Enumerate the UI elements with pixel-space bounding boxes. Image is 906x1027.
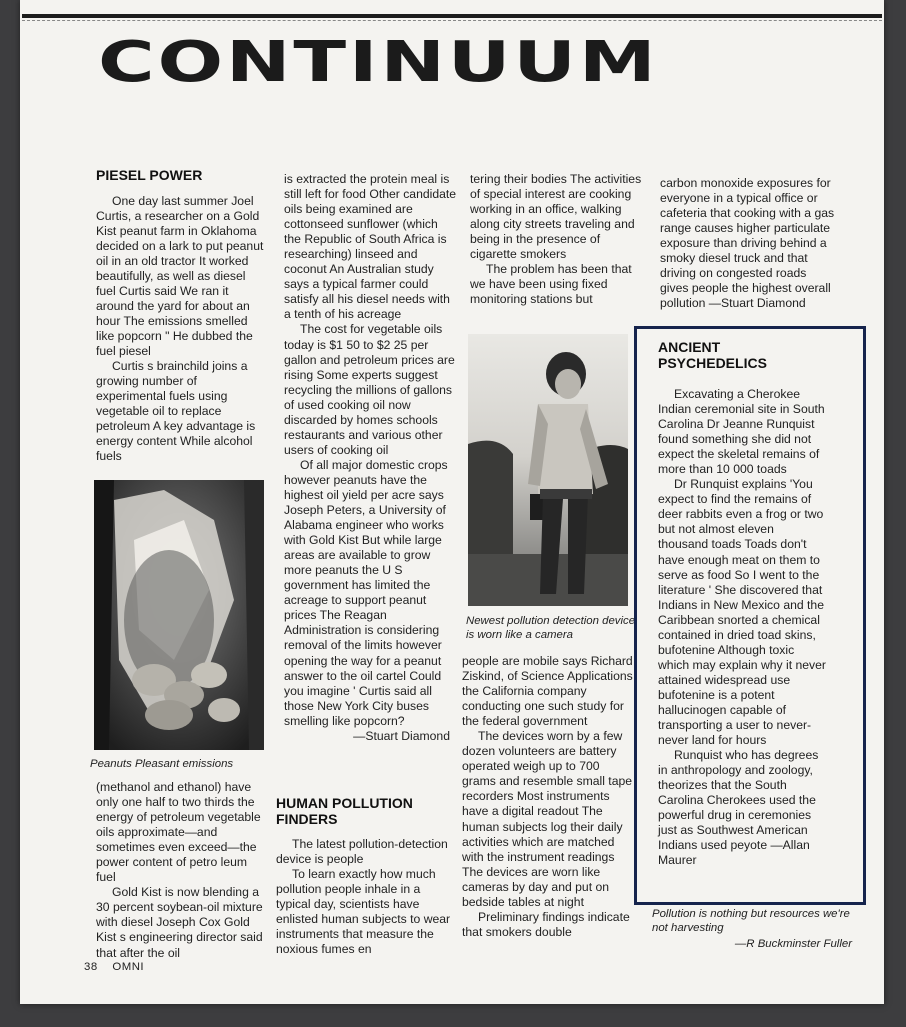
pollution-monitor-photo-graphic xyxy=(468,334,628,606)
article-paragraph: carbon monoxide exposures for everyone in a typical office or cafeteria that cooking with a gas range causes higher particulate exposure than driving behind a smoky diesel truck and that driving on congested roads gives people the highest overall pollution —Stuart Diamond xyxy=(660,176,835,311)
article-paragraph: is extracted the protein meal is still left for food Other candidate oils being examined are cottonseed sunflower (which the Republic of South Africa is researching) linseed and coconut An Australian study says a typical farmer could satisfy all his diesel needs with a tenth of his acreage xyxy=(284,172,457,322)
diesel-power-column-2 xyxy=(284,172,458,744)
article-paragraph: Curtis s brainchild joins a growing number of experimental fuels using vegetable oil to replace petroleum A key advantage is energy content While alcohol fuels xyxy=(96,359,256,464)
header-rule xyxy=(22,14,882,18)
pull-quote-attribution: —R Buckminster Fuller xyxy=(734,938,852,950)
page-number: 38 xyxy=(84,961,98,973)
human-pollution-column-3-continued xyxy=(462,654,634,940)
article-paragraph: Gold Kist is now blending a 30 percent soybean-oil mixture with diesel Joseph Cox Gold Kist s engineering director said that after the oil xyxy=(96,885,263,960)
peanuts-photo-caption: Peanuts Pleasant emissions xyxy=(90,758,234,770)
diesel-power-continued xyxy=(96,780,264,961)
article-paragraph: The devices worn by a few dozen volunteers are battery operated weigh up to 700 grams and resemble small tape recorders Most instruments have a digital readout The human subjects log their daily activities which are matched with the instrument readings The devices are worn like cameras by day and put on bedside tables at night xyxy=(462,729,633,909)
article-paragraph: One day last summer Joel Curtis, a researcher on a Gold Kist peanut farm in Oklahoma decided on a lark to put peanut oil in an old tractor It worked beautifully, as well as diesel fuel Curtis said We ran it around the yard for about an hour The emissions smelled like popcorn " He dubbed the fuel piesel xyxy=(96,193,264,358)
article-paragraph: people are mobile says Richard Ziskind, of Science Applications the California company conducting one such study for the federal government xyxy=(462,654,633,729)
diesel-power-heading: PIESEL POWER xyxy=(96,167,203,183)
human-pollution-heading: HUMAN POLLUTION FINDERS xyxy=(276,795,413,827)
magazine-page xyxy=(20,0,884,1004)
human-pollution-column-3 xyxy=(470,172,642,307)
article-paragraph: Of all major domestic crops however peanuts have the highest oil yield per acre says Joseph Peters, a University of Alabama engineer who works with Gold Kist But while large areas are available to grow more peanuts the U S government has limited the acreage to support peanut prices The Reagan Administration is considering removal of the limits however opening the way for a peanut answer to the oil cartel Could you imagine ' Curtis said all those New York City buses smelling like popcorn? xyxy=(284,457,448,728)
human-pollution-column-4 xyxy=(660,176,836,311)
article-paragraph: The problem has been that we have been using fixed monitoring stations but xyxy=(470,262,632,307)
article-paragraph: Dr Runquist explains 'You expect to find the remains of deer rabbits even a frog or two but not almost eleven thousand toads Toads don't have enough meat on them to serve as food So I went to the literature ' She discovered that Indians in New Mexico and the Caribbean snorted a chemical contained in dried toad skins, bufotenine Although toxic which may explain why it never attained widespread use bufotenine is a potent hallucinogen capable of transporting a user to never-never land for hours xyxy=(658,477,826,748)
article-paragraph: To learn exactly how much pollution people inhale in a typical day, scientists have enlisted human subjects to wear instruments that measure the noxious fumes en xyxy=(276,867,451,957)
human-pollution-article xyxy=(276,796,456,957)
pollution-monitor-photo xyxy=(468,334,628,606)
article-paragraph: Excavating a Cherokee Indian ceremonial site in South Carolina Dr Jeanne Runquist found something she did not expect the skeletal remains of more than 10 000 toads xyxy=(658,387,825,477)
ancient-psychedelics-heading: ANCIENT PSYCHEDELICS xyxy=(658,339,767,371)
pollution-monitor-photo-caption: Newest pollution detection device is worn like a camera xyxy=(466,615,636,641)
article-paragraph: The cost for vegetable oils today is $1 50 to $2 25 per gallon and petroleum prices are rising Some experts suggest recycling the millions of gallons of used cooking oil now discarded by homes schools restaurants and various other users of cooking oil xyxy=(284,322,455,457)
article-paragraph: Preliminary findings indicate that smokers double xyxy=(462,909,630,939)
article-paragraph: Runquist who has degrees in anthropology and zoology, theorizes that the South Carolina Cherokees used the powerful drug in ceremonies just as Southwest American Indians used peyote —Allan Maurer xyxy=(658,748,819,868)
magazine-name: OMNI xyxy=(112,961,145,973)
byline: —Stuart Diamond xyxy=(353,728,450,743)
page-footer xyxy=(84,961,144,973)
section-title: CONTINUUM xyxy=(98,30,659,95)
article-paragraph: tering their bodies The activities of special interest are cooking working in an office, walking along city streets traveling and being in the presence of cigarette smokers xyxy=(470,172,642,262)
article-paragraph: The latest pollution-detection device is people xyxy=(276,837,448,867)
article-paragraph: (methanol and ethanol) have only one half to two thirds the energy of petroleum vegetable oils approximate—and sometimes even exceed—the power content of petro leum fuel xyxy=(96,780,261,885)
peanuts-photo-graphic xyxy=(94,480,264,750)
header-dashed-rule xyxy=(22,20,882,21)
pull-quote xyxy=(652,907,852,951)
diesel-power-article xyxy=(96,168,264,464)
pull-quote-text: Pollution is nothing but resources we're not harvesting xyxy=(652,908,850,934)
peanuts-photo xyxy=(94,480,264,750)
ancient-psychedelics-article xyxy=(658,340,826,869)
